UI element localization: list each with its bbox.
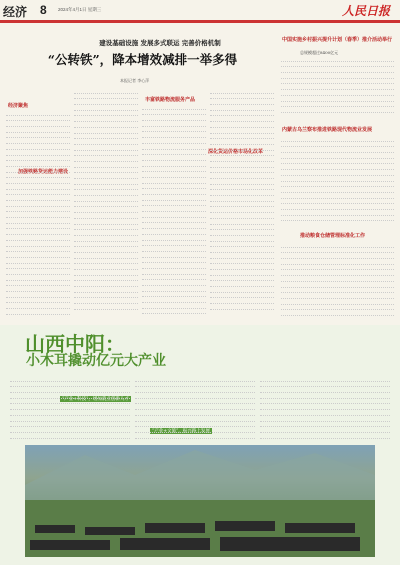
subhead-logistics-products: 丰富铁路物流服务产品 <box>145 97 196 103</box>
right-story-1-body <box>281 56 394 118</box>
header-divider <box>0 20 400 22</box>
mountain-shape <box>25 450 375 505</box>
issue-date: 2024年4月1日 星期三 <box>58 7 102 12</box>
right-story-2-body <box>281 136 394 226</box>
article-kicker: 建设基础设施 发展多式联运 完善价格机制 <box>99 39 221 47</box>
photo-illustration <box>25 445 375 557</box>
newspaper-logo: 人民日报 <box>341 4 390 18</box>
right-story-1-title: 中国实施乡村振兴提升计划（春季）推介活动举行 <box>282 37 393 43</box>
article-headline: “公转铁”，降本增效减排一举多得 <box>47 52 238 67</box>
right-story-3-title: 推动粮食仓储管理标准化工作 <box>300 233 366 239</box>
feature-subhead-2: “产业+文旅”，振兴路上发展 <box>152 429 210 434</box>
article-byline: 本报记者 李心萍 <box>120 78 150 83</box>
feature-title: 山西中阳： <box>25 334 125 356</box>
mushroom-farm-photo <box>25 445 375 557</box>
feature-subhead-1: “产业+科技”，增加就业创新人才 <box>62 397 129 402</box>
feature-column-2 <box>135 376 255 440</box>
right-story-3-body <box>281 242 394 317</box>
right-story-1-subtitle: 总规模超过8400亿元 <box>300 50 339 55</box>
page-number: 8 <box>40 3 47 17</box>
subhead-economy-focus: 经济聚焦 <box>8 103 29 109</box>
page-header <box>0 0 400 23</box>
subhead-pricing-reform: 深化货运价格市场化改革 <box>208 149 264 155</box>
feature-column-1 <box>10 376 130 440</box>
subhead-freight-capacity: 加强铁路货运能力建设 <box>18 169 69 175</box>
article-column-1 <box>6 110 70 315</box>
feature-column-3 <box>260 376 390 440</box>
article-column-3 <box>142 104 206 315</box>
section-name: 经济 <box>3 5 28 19</box>
feature-subtitle: 小木耳撬动亿元大产业 <box>26 352 166 368</box>
right-story-2-title: 内蒙古乌兰察布推进铁路现代物流业发展 <box>282 127 373 133</box>
article-column-4 <box>210 88 274 315</box>
article-column-2 <box>74 88 138 315</box>
